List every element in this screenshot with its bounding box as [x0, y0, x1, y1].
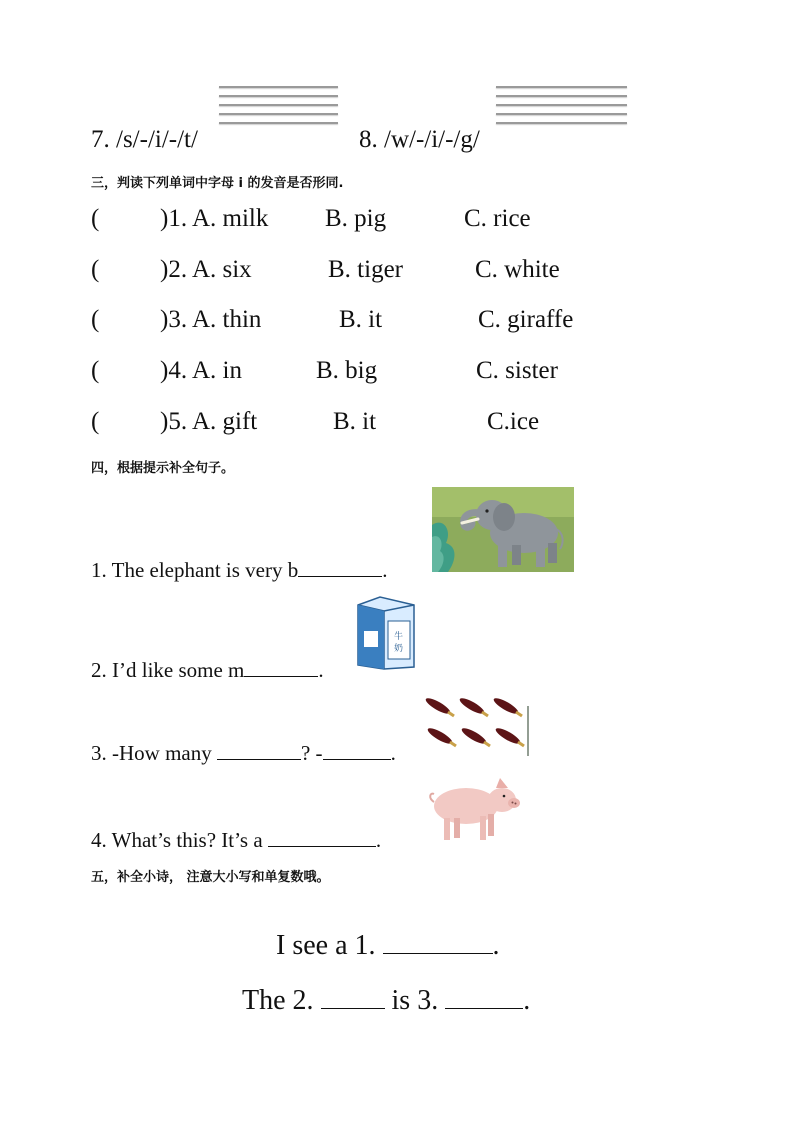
option-c: C. white	[475, 256, 560, 283]
option-b: B. it	[339, 306, 383, 333]
section3-heading: 三，判读下列单词中字母 i 的发音是否形同.	[91, 176, 344, 191]
option-a: )3. A. thin	[160, 306, 262, 333]
pen-icon	[424, 696, 454, 717]
option-b: B. big	[316, 357, 378, 384]
svg-text:牛: 牛	[394, 632, 404, 642]
section4-heading: 四，根据提示补全句子。	[91, 461, 235, 476]
sentence-4-text: 4. What’s this? It’s a	[91, 828, 268, 852]
sentence-1	[91, 555, 387, 583]
answer-blank[interactable]	[323, 738, 391, 760]
sentence-3-end: .	[390, 741, 396, 765]
sentence-3-text: 3. -How many	[91, 741, 217, 765]
answer-blank[interactable]	[445, 980, 523, 1009]
poem-line-2-end: .	[523, 985, 531, 1016]
sentence-4-end: .	[375, 828, 382, 852]
answer-blank[interactable]	[217, 738, 301, 760]
sentence-1-end: .	[382, 558, 388, 582]
answer-paren: (	[91, 205, 100, 232]
sentence-3	[91, 738, 396, 766]
sentence-4	[91, 825, 381, 853]
sentence-3-mid: ? -	[300, 741, 323, 765]
answer-paren: (	[91, 306, 100, 333]
poem-line-2-text: The 2.	[242, 985, 321, 1016]
poem-line-2-mid: is 3.	[384, 985, 446, 1016]
answer-blank[interactable]	[298, 555, 382, 577]
section5-heading: 五，补全小诗， 注意大小写和单复数哦。	[91, 870, 330, 885]
writing-lines-8	[496, 86, 627, 131]
option-c: C. giraffe	[478, 306, 574, 333]
answer-blank[interactable]	[244, 655, 318, 677]
answer-paren: (	[91, 408, 100, 435]
answer-blank[interactable]	[321, 980, 385, 1009]
answer-paren: (	[91, 357, 100, 384]
elephant-picture	[432, 487, 574, 572]
option-a: )2. A. six	[160, 256, 252, 283]
option-a: )5. A. gift	[160, 408, 258, 435]
pens-picture	[420, 694, 532, 758]
sentence-1-text: 1. The elephant is very b	[91, 558, 299, 582]
pig-picture	[424, 776, 524, 844]
option-c: C.ice	[487, 408, 540, 435]
answer-paren: (	[91, 256, 100, 283]
sentence-2-text: 2. I’d like some m	[91, 658, 245, 682]
milk-carton-picture	[350, 595, 422, 671]
option-a: )1. A. milk	[160, 205, 269, 232]
poem-line-1	[276, 925, 500, 962]
phonics-item-7: 7. /s/-/i/-/t/	[91, 126, 198, 153]
poem-line-1-text: I see a 1.	[276, 930, 383, 961]
option-c: C. rice	[464, 205, 531, 232]
option-b: B. pig	[325, 205, 387, 232]
writing-lines-7	[219, 86, 338, 131]
sentence-2-end: .	[318, 658, 324, 682]
sentence-2	[91, 655, 324, 683]
option-a: )4. A. in	[160, 357, 242, 384]
answer-blank[interactable]	[383, 925, 493, 954]
option-b: B. it	[333, 408, 377, 435]
option-c: C. sister	[476, 357, 558, 384]
answer-blank[interactable]	[268, 825, 376, 847]
poem-line-1-end: .	[492, 930, 500, 961]
svg-text:奶: 奶	[394, 644, 404, 654]
phonics-item-8: 8. /w/-/i/-/g/	[359, 126, 480, 153]
poem-line-2	[242, 980, 530, 1017]
option-b: B. tiger	[328, 256, 403, 283]
